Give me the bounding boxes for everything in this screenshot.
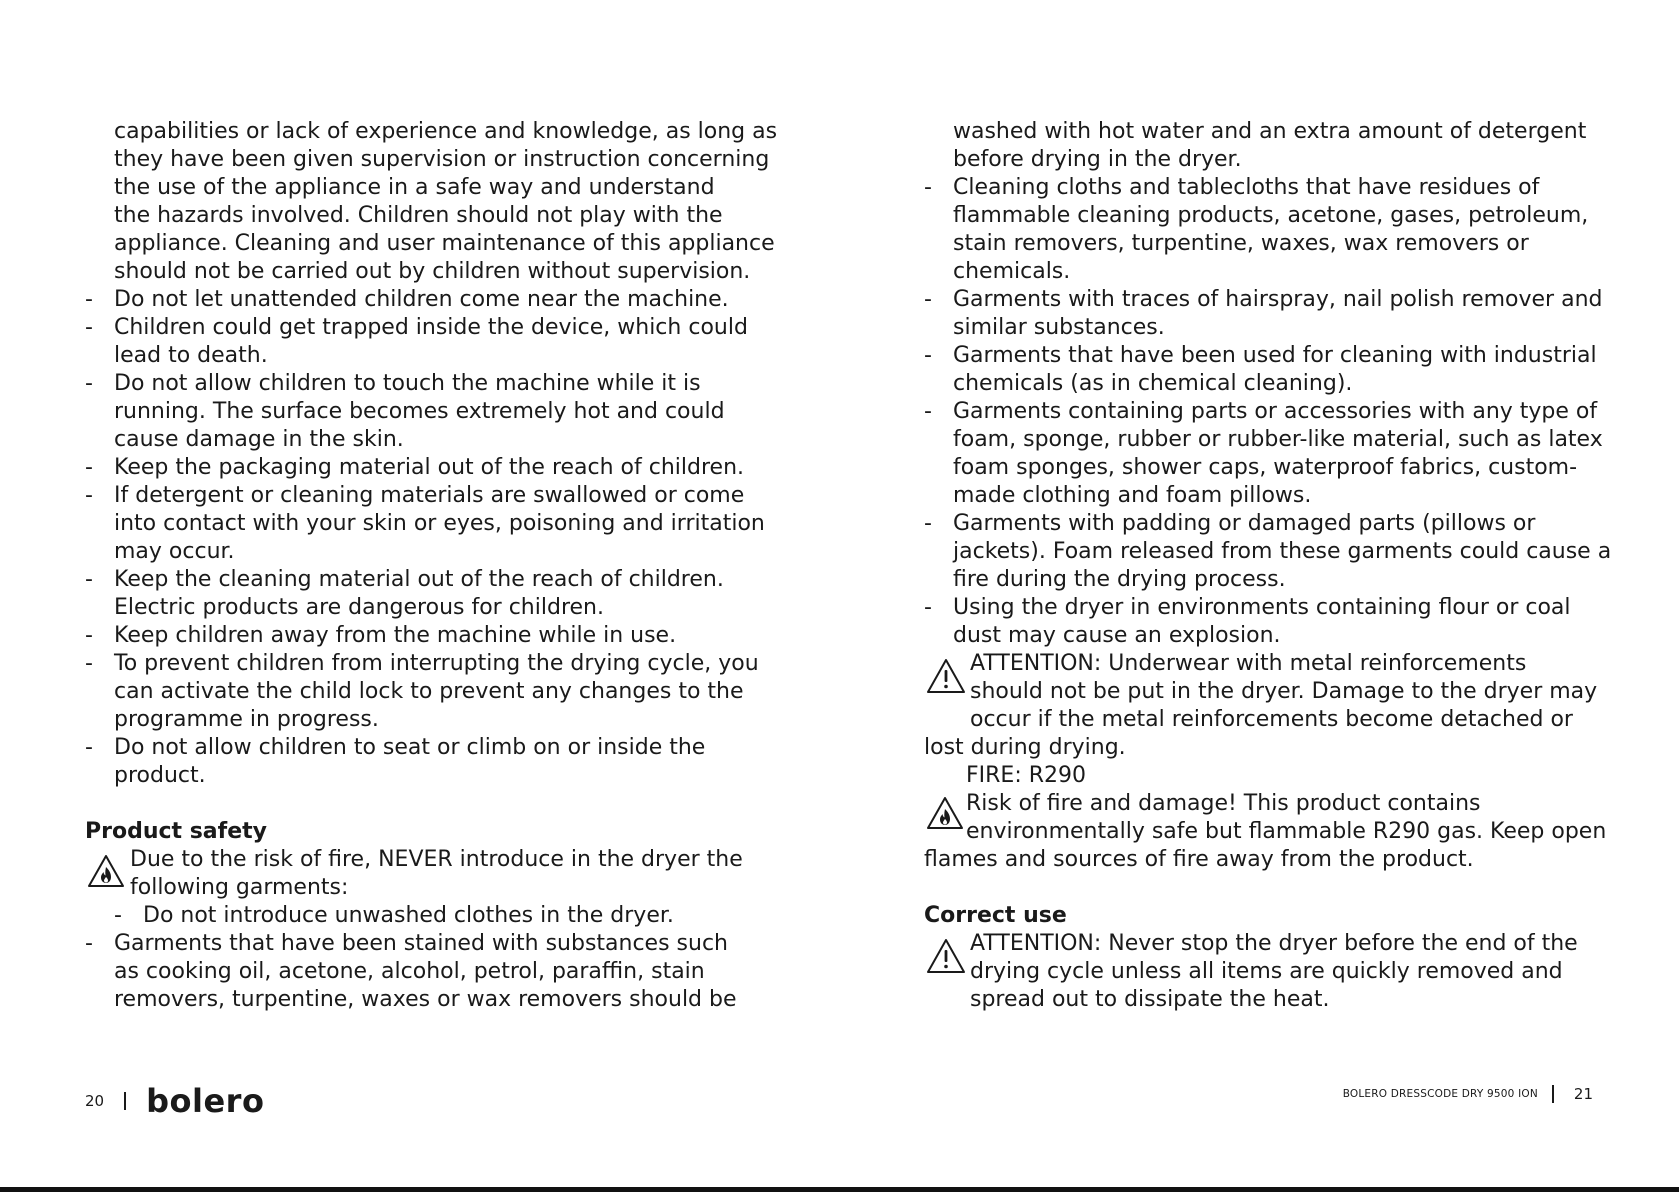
bullet-dash: - [85, 287, 93, 312]
list-item [924, 342, 1624, 398]
fire-warning [85, 846, 785, 902]
text-line: Children could get trapped inside the device, which could [114, 315, 748, 340]
warning-triangle-icon [926, 658, 966, 694]
list-item [85, 314, 785, 370]
text-line: stain removers, turpentine, waxes, wax removers or [953, 231, 1529, 256]
bullet-dash: - [924, 175, 932, 200]
text-line: foam sponges, shower caps, waterproof fabrics, custom- [953, 455, 1578, 480]
bullet-dash: - [114, 903, 122, 928]
attention-warning-stop-dryer [924, 930, 1624, 1014]
bullet-dash: - [85, 651, 93, 676]
text-line: lead to death. [114, 343, 268, 368]
list-item [85, 482, 785, 566]
bullet-dash: - [85, 371, 93, 396]
list-item [85, 650, 785, 734]
text-line: before drying in the dryer. [953, 147, 1242, 172]
text-line: Do not allow children to seat or climb on or inside the [114, 735, 706, 760]
list-item [924, 174, 1624, 286]
text-line: Keep the cleaning material out of the reach of children. [114, 567, 724, 592]
footer-right [1343, 1085, 1593, 1103]
text-line: into contact with your skin or eyes, poisoning and irritation [114, 511, 765, 536]
bullet-dash: - [85, 567, 93, 592]
list-item [85, 734, 785, 790]
text-line: Do not allow children to touch the machine while it is [114, 371, 701, 396]
bullet-dash: - [85, 483, 93, 508]
text-line: To prevent children from interrupting the drying cycle, you [114, 651, 759, 676]
fire-label: FIRE: R290 [966, 763, 1087, 788]
list-item [85, 286, 785, 314]
page-number-left: 20 [85, 1092, 105, 1110]
text-line: chemicals. [953, 259, 1071, 284]
text-line: as cooking oil, acetone, alcohol, petrol, paraffin, stain [114, 959, 705, 984]
text-line: drying cycle unless all items are quickly removed and [970, 959, 1563, 984]
list-item [85, 622, 785, 650]
page-number-right: 21 [1573, 1085, 1593, 1103]
attention-warning-underwear [924, 650, 1624, 762]
text-line: running. The surface becomes extremely hot and could [114, 399, 725, 424]
text-line: may occur. [114, 539, 235, 564]
bullet-dash: - [924, 399, 932, 424]
list-item [85, 566, 785, 622]
footer-divider [124, 1092, 126, 1110]
text-line: foam, sponge, rubber or rubber-like material, such as latex [953, 427, 1603, 452]
text-line: Electric products are dangerous for children. [114, 595, 604, 620]
continued-paragraph [924, 118, 1624, 174]
list-item [85, 370, 785, 454]
text-line: occur if the metal reinforcements become detached or [970, 707, 1573, 732]
text-line: dust may cause an explosion. [953, 623, 1281, 648]
text-line: washed with hot water and an extra amount of detergent [953, 119, 1587, 144]
fire-warning-icon [87, 854, 125, 888]
list-item [924, 594, 1624, 650]
text-line: appliance. Cleaning and user maintenance of this appliance [114, 231, 775, 256]
text-line: product. [114, 763, 206, 788]
text-line: removers, turpentine, waxes or wax removers should be [114, 987, 737, 1012]
bolero-logo: bolero [146, 1082, 265, 1120]
text-line: jackets). Foam released from these garments could cause a [953, 539, 1612, 564]
list-item [85, 930, 785, 1014]
bullet-dash: - [924, 287, 932, 312]
bullet-dash: - [85, 455, 93, 480]
text-line: environmentally safe but flammable R290 gas. Keep open [966, 819, 1607, 844]
text-line: Do not introduce unwashed clothes in the dryer. [143, 903, 674, 928]
text-line: capabilities or lack of experience and knowledge, as long as [114, 119, 778, 144]
text-line: fire during the drying process. [953, 567, 1286, 592]
left-column [85, 118, 785, 1014]
text-line: can activate the child lock to prevent any changes to the [114, 679, 744, 704]
bullet-dash: - [924, 343, 932, 368]
text-line: Garments containing parts or accessories with any type of [953, 399, 1598, 424]
text-line: Do not let unattended children come near the machine. [114, 287, 729, 312]
footer-divider [1552, 1085, 1554, 1103]
text-line: Garments with padding or damaged parts (pillows or [953, 511, 1536, 536]
text-line: following garments: [130, 875, 349, 900]
text-line: the use of the appliance in a safe way and understand [114, 175, 715, 200]
text-line: cause damage in the skin. [114, 427, 404, 452]
text-line: programme in progress. [114, 707, 379, 732]
bullet-dash: - [85, 931, 93, 956]
text-line: they have been given supervision or instruction concerning [114, 147, 770, 172]
text-line: ATTENTION: Underwear with metal reinforcements [970, 651, 1527, 676]
text-line: If detergent or cleaning materials are swallowed or come [114, 483, 745, 508]
bullet-dash: - [85, 315, 93, 340]
text-line: should not be carried out by children without supervision. [114, 259, 751, 284]
spacer [924, 874, 1624, 902]
text-line: the hazards involved. Children should not play with the [114, 203, 723, 228]
text-line: lost during drying. [924, 735, 1126, 760]
text-line: ATTENTION: Never stop the dryer before the end of the [970, 931, 1578, 956]
bottom-edge-rule [0, 1187, 1679, 1192]
fire-warning-icon [926, 796, 964, 830]
intro-paragraph [85, 118, 785, 286]
text-line: Due to the risk of fire, NEVER introduce in the dryer the [130, 847, 743, 872]
footer-left [85, 1082, 265, 1120]
text-line: spread out to dissipate the heat. [970, 987, 1330, 1012]
fire-r290-warning [924, 762, 1624, 874]
text-line: Cleaning cloths and tablecloths that have residues of [953, 175, 1540, 200]
model-name: BOLERO DRESSCODE DRY 9500 ION [1342, 1088, 1538, 1100]
text-line: chemicals (as in chemical cleaning). [953, 371, 1353, 396]
text-line: flammable cleaning products, acetone, gases, petroleum, [953, 203, 1589, 228]
bullet-dash: - [85, 623, 93, 648]
list-item [114, 902, 785, 930]
spacer [85, 790, 785, 818]
text-line: Risk of fire and damage! This product contains [966, 791, 1481, 816]
text-line: Keep the packaging material out of the reach of children. [114, 455, 745, 480]
text-line: Garments that have been stained with substances such [114, 931, 728, 956]
text-line: made clothing and foam pillows. [953, 483, 1312, 508]
list-item [924, 510, 1624, 594]
bullet-dash: - [924, 595, 932, 620]
text-line: Keep children away from the machine while in use. [114, 623, 677, 648]
text-line: flames and sources of fire away from the product. [924, 847, 1474, 872]
bullet-dash: - [924, 511, 932, 536]
right-column [924, 118, 1624, 1014]
text-line: Using the dryer in environments containing flour or coal [953, 595, 1571, 620]
bullet-dash: - [85, 735, 93, 760]
section-heading-product-safety: Product safety [85, 819, 268, 844]
warning-triangle-icon [926, 938, 966, 974]
text-line: should not be put in the dryer. Damage to the dryer may [970, 679, 1598, 704]
list-item [85, 454, 785, 482]
text-line: Garments that have been used for cleaning with industrial [953, 343, 1597, 368]
list-item [924, 286, 1624, 342]
text-line: similar substances. [953, 315, 1165, 340]
section-heading-correct-use: Correct use [924, 903, 1067, 928]
list-item [924, 398, 1624, 510]
text-line: Garments with traces of hairspray, nail polish remover and [953, 287, 1603, 312]
